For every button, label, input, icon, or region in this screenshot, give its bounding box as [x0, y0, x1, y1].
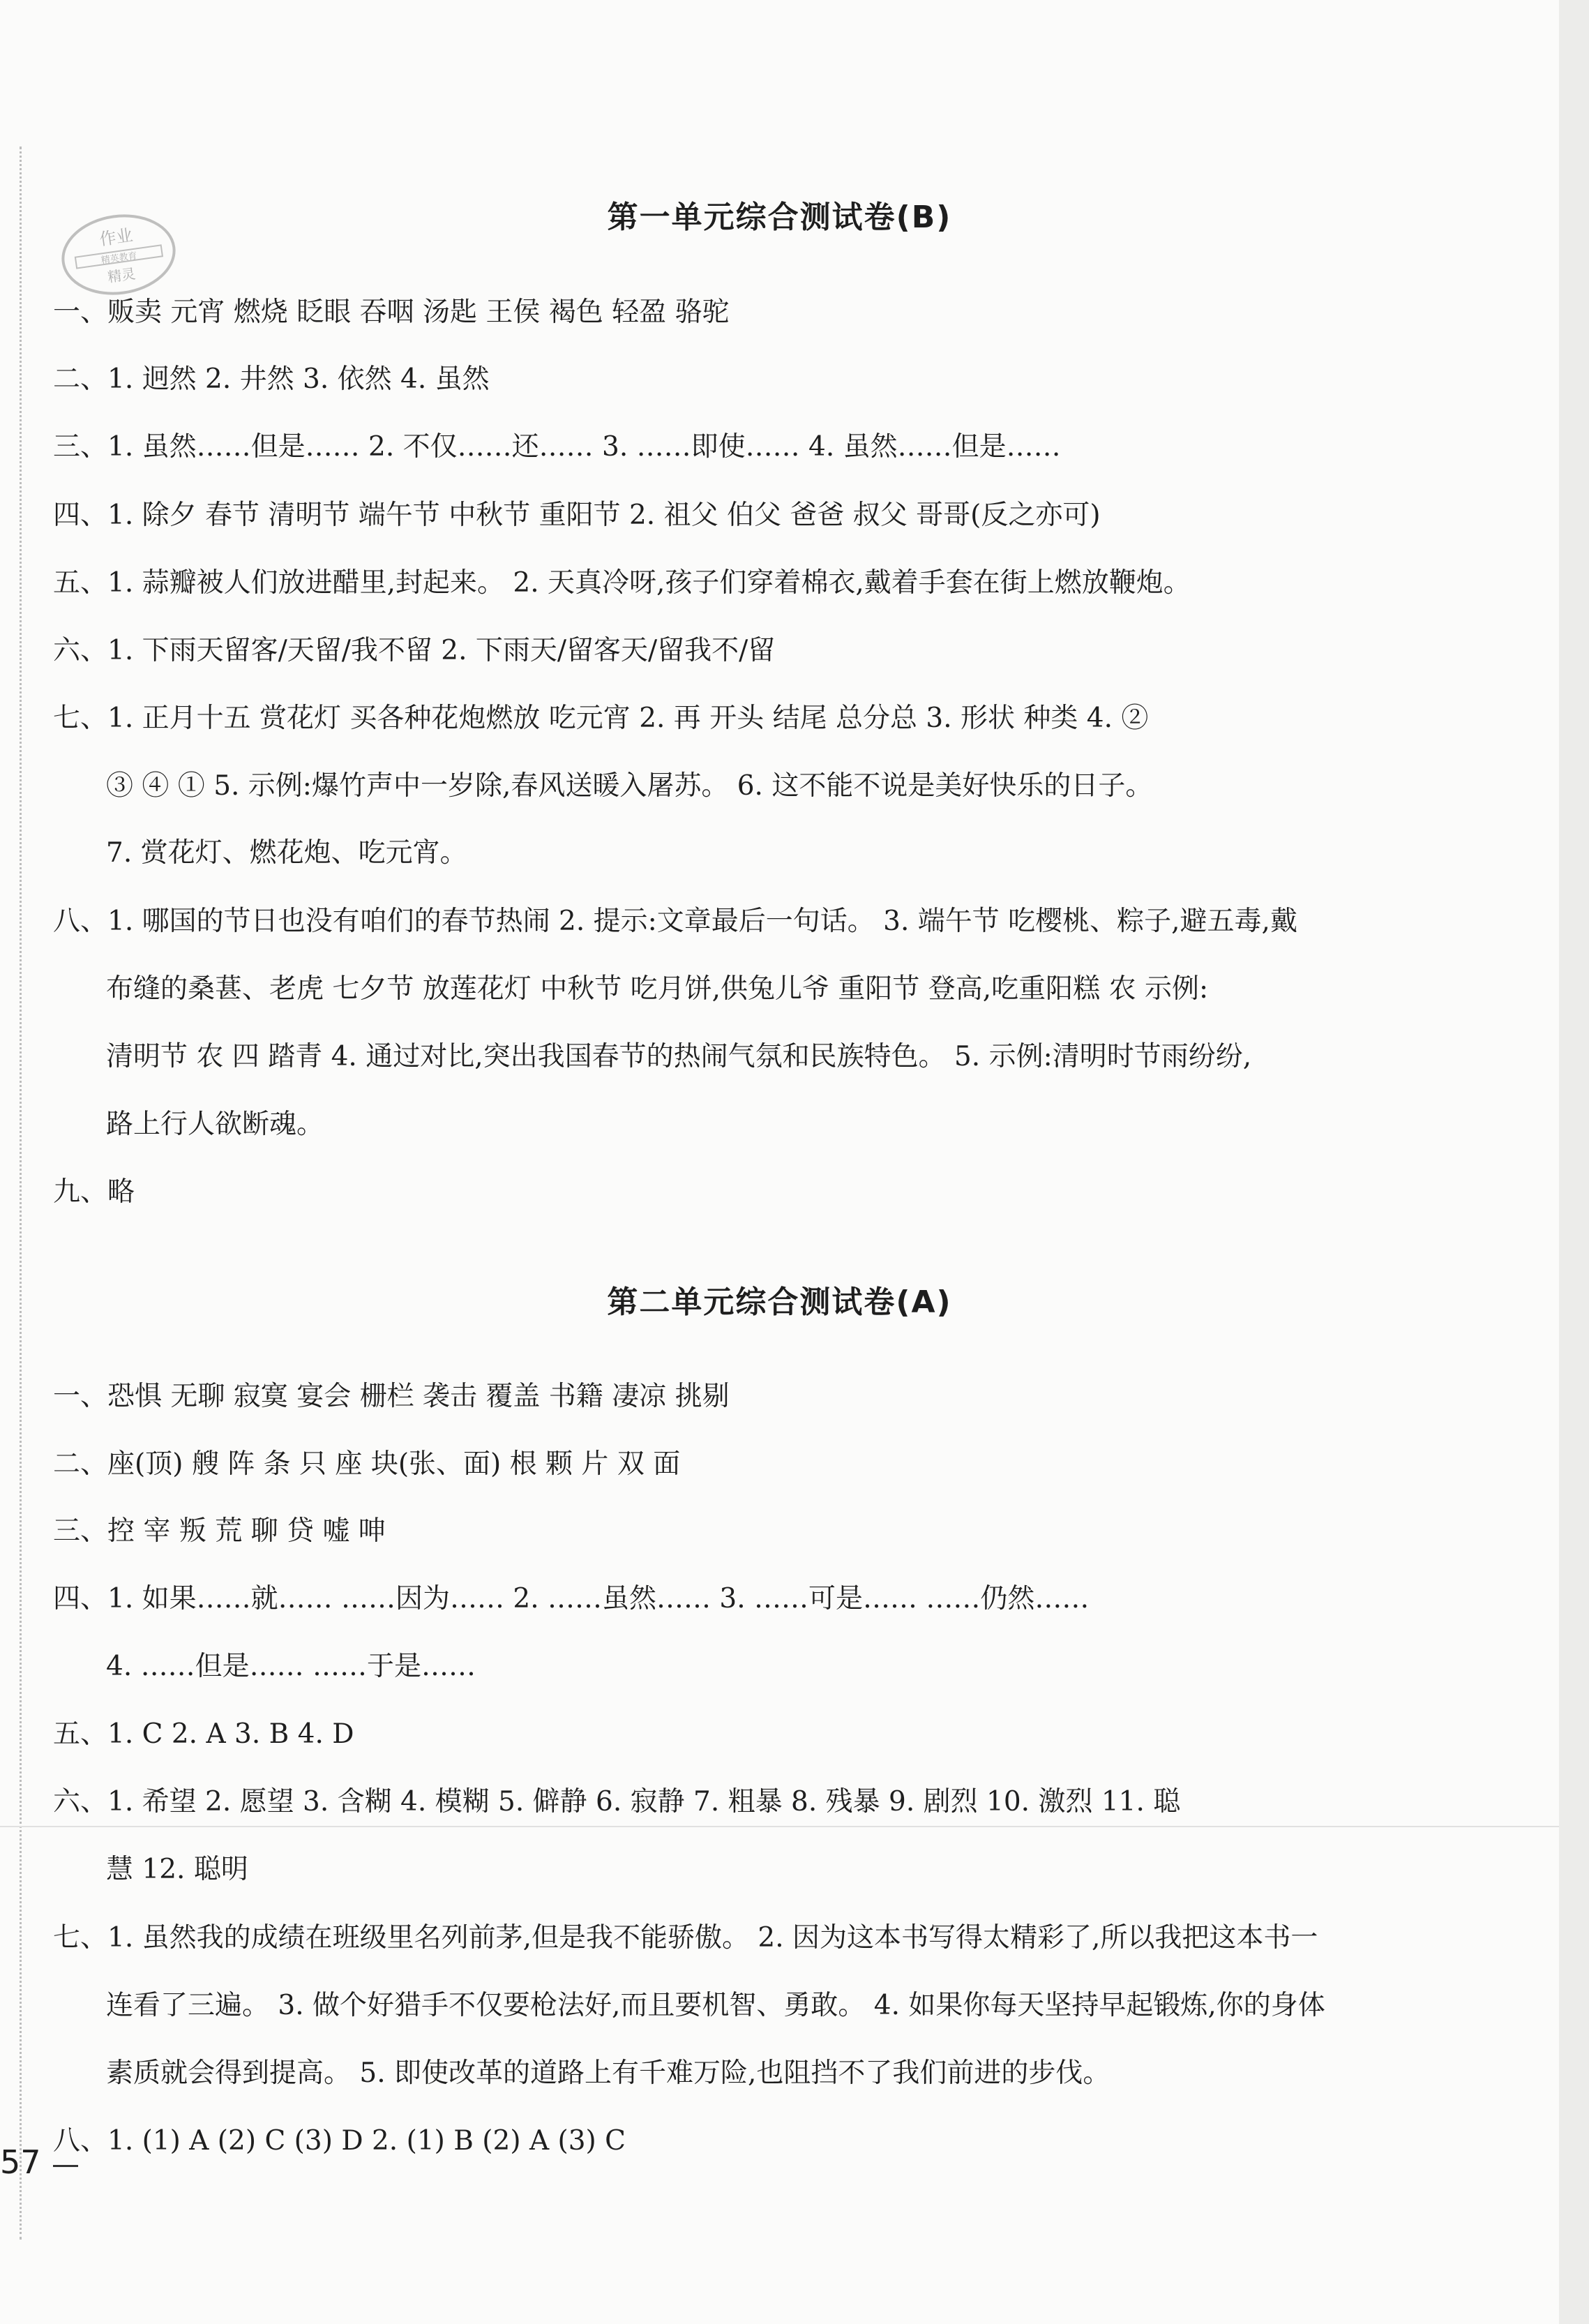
answer-line: 五、1. 蒜瓣被人们放进醋里,封起来。 2. 天真冷呀,孩子们穿着棉衣,戴着手套在街上燃放鞭炮。 [53, 567, 1191, 599]
answer-line: 连看了三遍。 3. 做个好猎手不仅要枪法好,而且要机智、勇敢。 4. 如果你每天坚持早起锻炼,你的身体 [106, 1990, 1325, 2021]
page-edge-shadow [1559, 0, 1589, 2324]
page-fold-line [0, 1826, 1559, 1827]
answer-line: 一、贩卖 元宵 燃烧 眨眼 吞咽 汤匙 王侯 褐色 轻盈 骆驼 [53, 297, 730, 328]
answer-line: 四、1. 如果……就…… ……因为…… 2. ……虽然…… 3. ……可是…… ……仍然…… [53, 1583, 1090, 1614]
answer-line: 五、1. C 2. A 3. B 4. D [53, 1718, 354, 1750]
answer-line: 素质就会得到提高。 5. 即使改革的道路上有千难万险,也阻挡不了我们前进的步伐。 [106, 2057, 1110, 2089]
answer-line: 二、座(顶) 艘 阵 条 只 座 块(张、面) 根 颗 片 双 面 [53, 1448, 681, 1480]
answer-line: 二、1. 迥然 2. 井然 3. 依然 4. 虽然 [53, 363, 490, 395]
binding-dotted-line [20, 147, 22, 2240]
answer-line: 四、1. 除夕 春节 清明节 端午节 中秋节 重阳节 2. 祖父 伯父 爸爸 叔父 哥哥(反之亦可) [53, 500, 1101, 531]
answer-line: 八、1. 哪国的节日也没有咱们的春节热闹 2. 提示:文章最后一句话。 3. 端午节 吃樱桃、粽子,避五毒,戴 [53, 906, 1297, 937]
answer-line: 清明节 农 四 踏青 4. 通过对比,突出我国春节的热闹气氛和民族特色。 5. 示例:清明时节雨纷纷, [106, 1041, 1252, 1072]
section-1-title: 第一单元综合测试卷(B) [607, 200, 952, 235]
answer-line: 路上行人欲断魂。 [106, 1109, 324, 1140]
answer-line: ③ ④ ① 5. 示例:爆竹声中一岁除,春风送暖入屠苏。 6. 这不能不说是美好快乐的日子。 [106, 770, 1153, 802]
stamp-bottom-text: 精灵 [106, 265, 137, 286]
answer-line: 九、略 [53, 1176, 135, 1208]
answer-line: 一、恐惧 无聊 寂寞 宴会 栅栏 袭击 覆盖 书籍 凄凉 挑剔 [53, 1381, 730, 1412]
page-number: 57 [0, 2143, 41, 2181]
stamp-top-text: 作业 [98, 225, 135, 250]
stamp-mid-text: 精英教育 [100, 250, 138, 267]
answer-line: 八、1. (1) A (2) C (3) D 2. (1) B (2) A (3) C [53, 2125, 626, 2157]
answer-line: 六、1. 下雨天留客/天留/我不留 2. 下雨天/留客天/留我不/留 [53, 635, 776, 666]
answer-line: 七、1. 虽然我的成绩在班级里名列前茅,但是我不能骄傲。 2. 因为这本书写得太精彩了,所以我把这本书一 [53, 1922, 1318, 1954]
answer-line: 布缝的桑葚、老虎 七夕节 放莲花灯 中秋节 吃月饼,供兔儿爷 重阳节 登高,吃重阳糕 农 示例: [106, 973, 1209, 1005]
answer-line: 三、1. 虽然……但是…… 2. 不仅……还…… 3. ……即使…… 4. 虽然……但是…… [53, 431, 1061, 463]
answer-line: 4. ……但是…… ……于是…… [106, 1651, 476, 1682]
page-number-dash [53, 2165, 78, 2167]
answer-line: 七、1. 正月十五 赏花灯 买各种花炮燃放 吃元宵 2. 再 开头 结尾 总分总 3. 形状 种类 4. ② [53, 703, 1149, 734]
answer-line: 慧 12. 聪明 [106, 1854, 248, 1885]
answer-line: 六、1. 希望 2. 愿望 3. 含糊 4. 模糊 5. 僻静 6. 寂静 7. 粗暴 8. 残暴 9. 剧烈 10. 激烈 11. 聪 [53, 1786, 1181, 1817]
answer-line: 三、控 宰 叛 荒 聊 贷 嘘 呻 [53, 1515, 386, 1547]
answer-line: 7. 赏花灯、燃花炮、吃元宵。 [106, 837, 467, 869]
section-2-title: 第二单元综合测试卷(A) [607, 1284, 952, 1320]
